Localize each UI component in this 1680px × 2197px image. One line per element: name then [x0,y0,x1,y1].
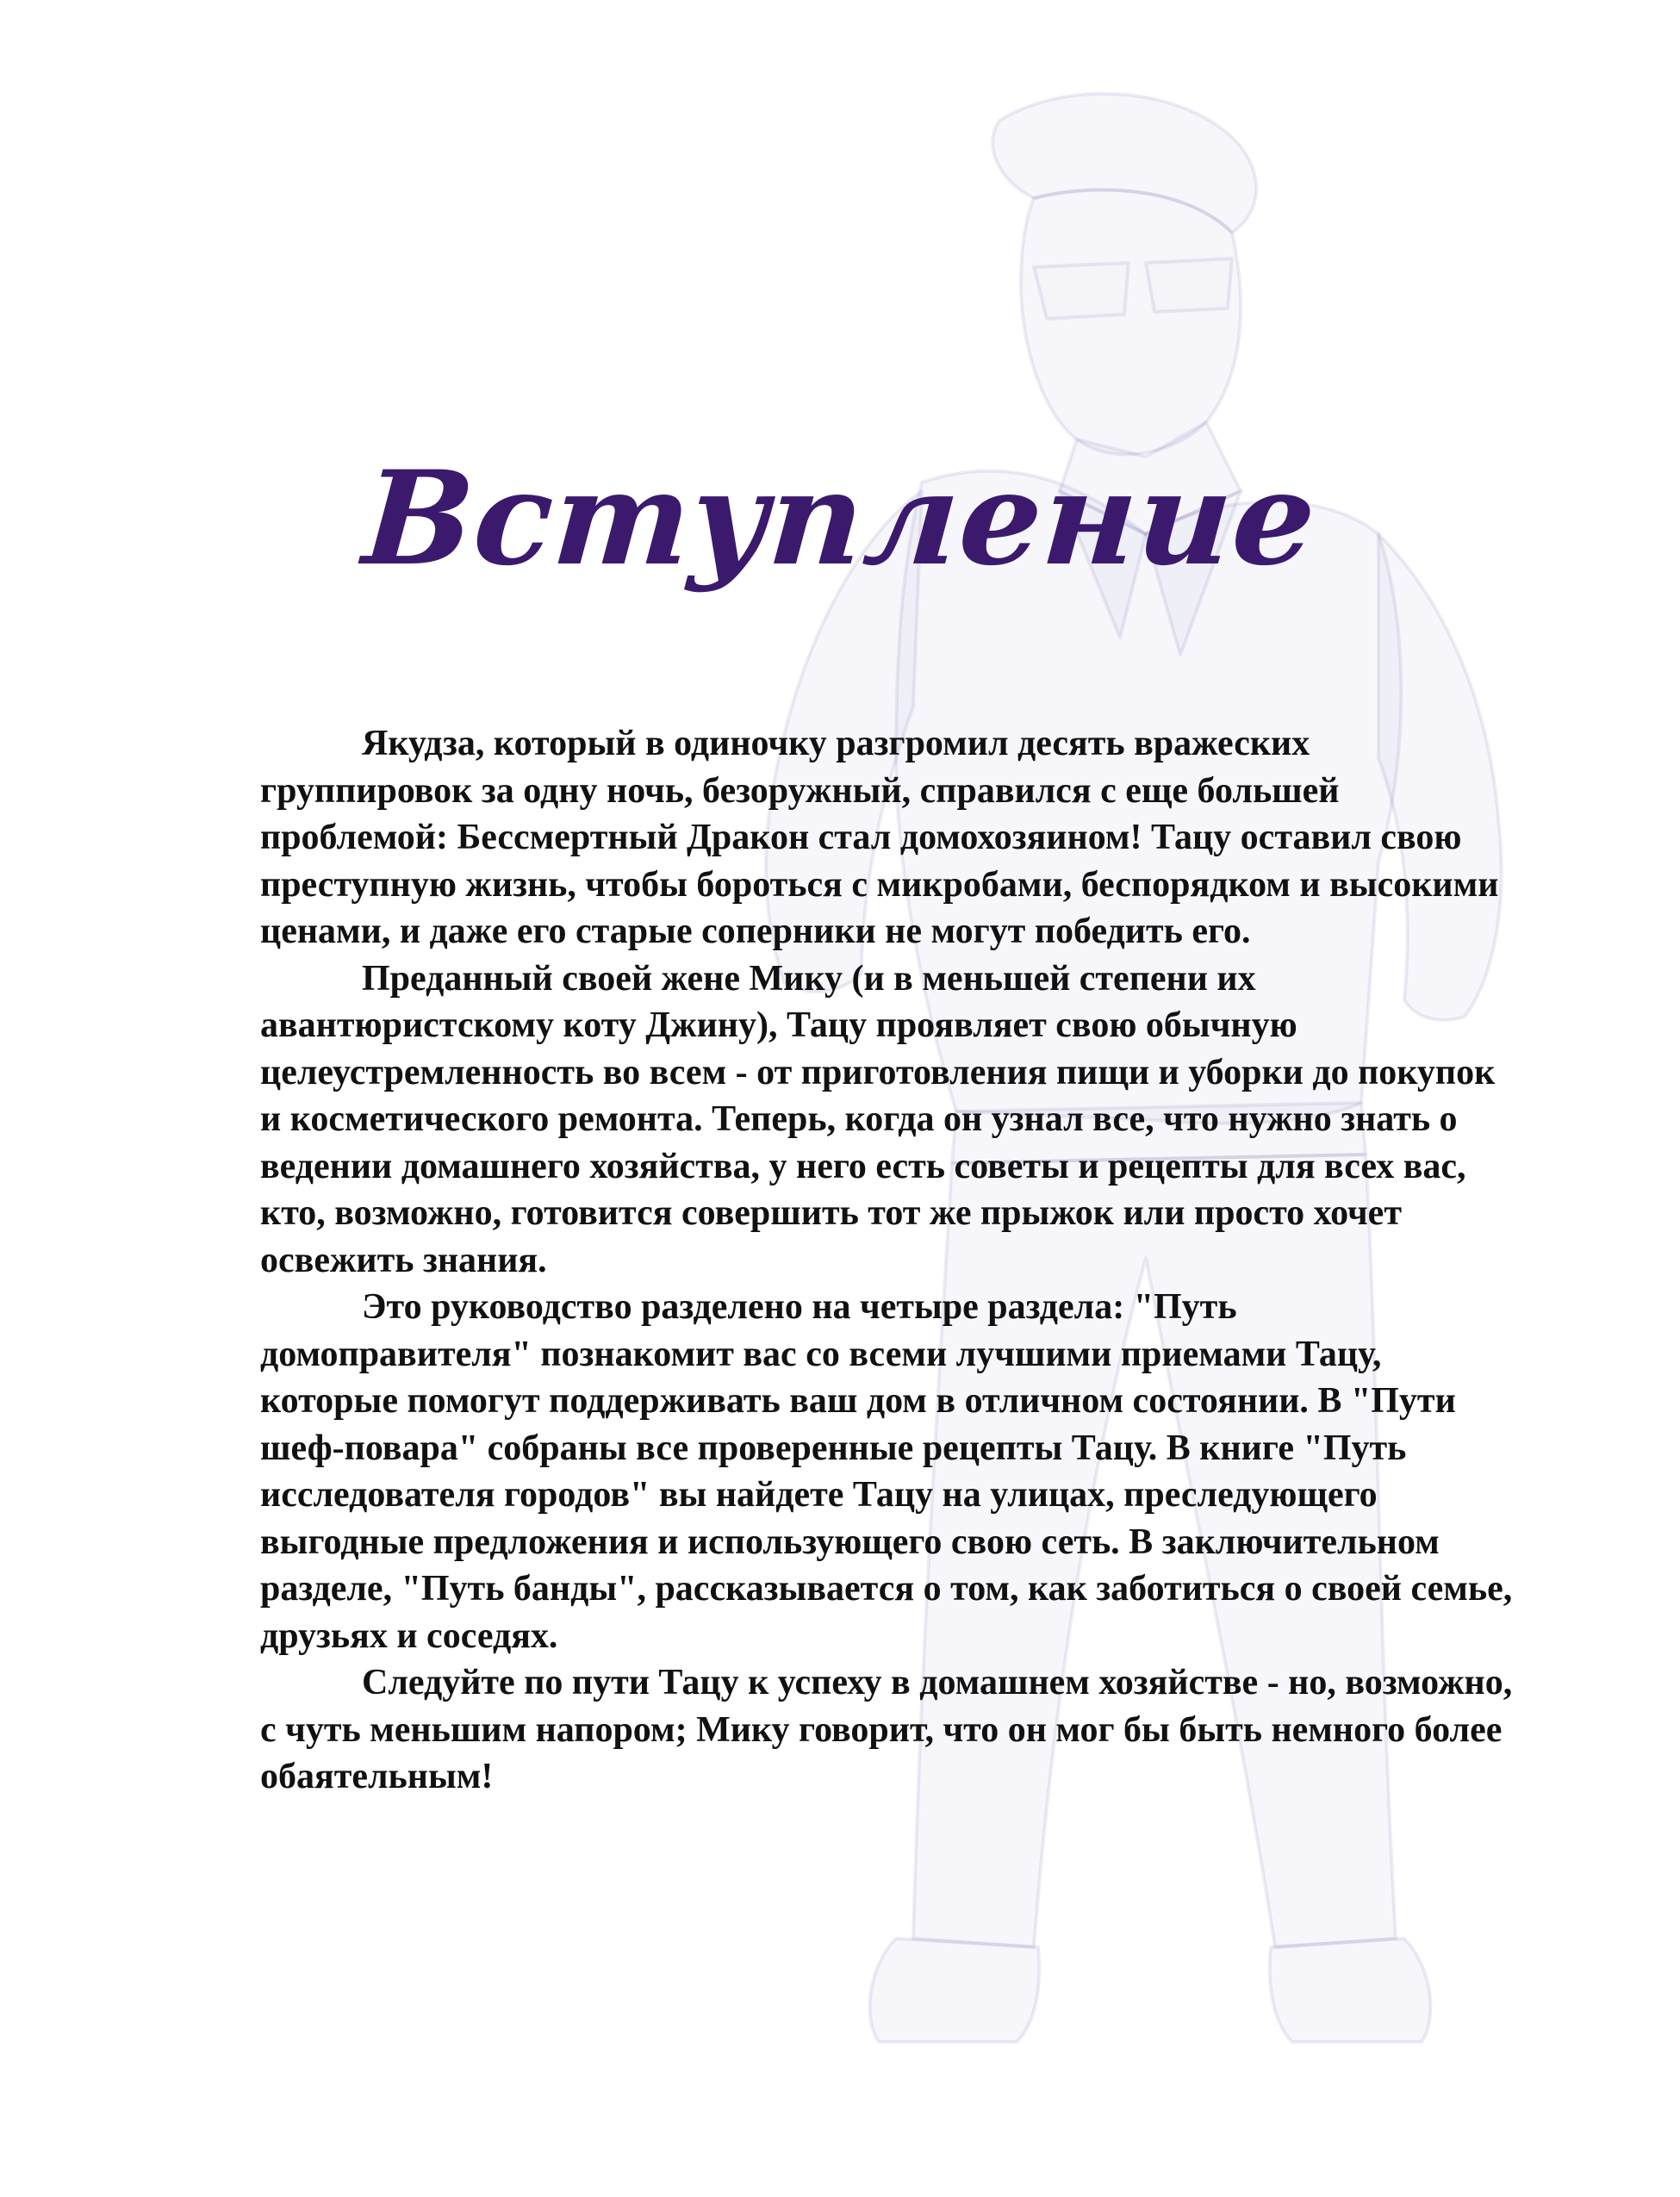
paragraph: Это руководство разделено на четыре раздела: "Путь домоправителя" познакомит вас со всеми лучшими приемами Тацу, которые помогут поддерживать ваш дом в отличном состоянии. В "Пути шеф-повара" собраны все проверенные рецепты Тацу. В книге "Путь исследователя городов" вы найдете Тацу на улицах, преследующего выгодные предложения и использующего свою сеть. В заключительном разделе, "Путь банды", рассказывается о том, как заботиться о своей семье, друзьях и соседях. [260,1287,1513,1656]
paragraph: Преданный своей жене Мику (и в меньшей степени их авантюристскому коту Джину), Тацу проявляет свою обычную целеустремленность во всем - от приготовления пищи и уборки до покупок и косметического ремонта. Теперь, когда он узнал все, что нужно знать о ведении домашнего хозяйства, у него есть советы и рецепты для всех вас, кто, возможно, готовится совершить тот же прыжок или просто хочет освежить знания. [260,958,1496,1280]
paragraph: Якудза, который в одиночку разгромил десять вражеских группировок за одну ночь, безоружный, справился с еще большей проблемой: Бессмертный Дракон стал домохозяином! Тацу оставил свою преступную жизнь, чтобы бороться с микробами, беспорядком и высокими ценами, и даже его старые соперники не могут победить его. [260,724,1499,951]
page-title: Вступление [358,443,1322,594]
paragraph: Следуйте по пути Тацу к успеху в домашнем хозяйстве - но, возможно, с чуть меньшим напором; Мику говорит, что он мог бы быть немного более обаятельным! [260,1663,1513,1796]
intro-body [260,720,1514,1801]
